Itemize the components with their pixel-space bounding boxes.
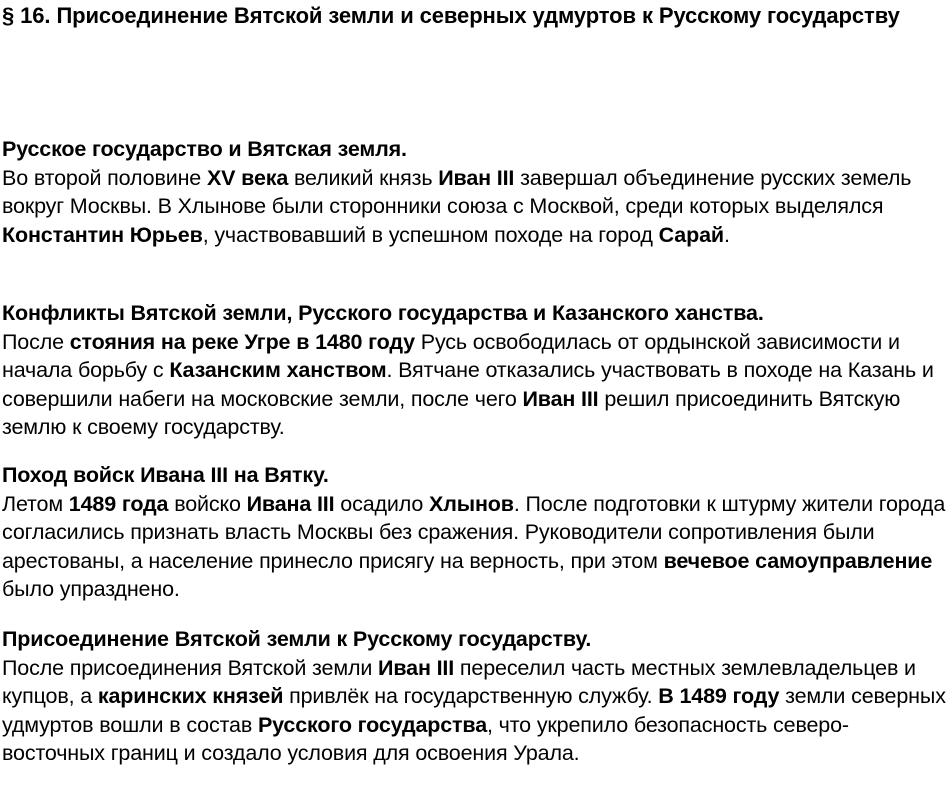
bold-term: Иван III	[438, 165, 515, 190]
section-body	[2, 654, 950, 768]
bold-term: вечевое самоуправление	[663, 548, 933, 573]
bold-term: Иван III	[378, 655, 455, 680]
section-body	[2, 164, 950, 250]
bold-term: В 1489 году	[658, 684, 780, 708]
section-campaign-to-vyatka	[2, 461, 950, 604]
bold-term: XV века	[206, 165, 289, 190]
bold-term: Иван III	[522, 386, 599, 411]
text-run: .	[723, 222, 730, 247]
section-conflicts	[2, 299, 950, 442]
section-heading: Русское государство и Вятская земля.	[2, 137, 407, 161]
text-run: . После подготовки к штурму жители города согласились признать власть Москвы без сражения. Руководители сопротивления были арестованы, а население принесло присягу на верность, при этом	[2, 491, 946, 573]
text-run: переселил часть местных землевладельцев и купцов, а	[2, 655, 916, 708]
section-body	[2, 490, 950, 604]
text-run: , участвовавший в успешном походе на город	[202, 222, 659, 247]
text-run: Летом	[2, 491, 69, 516]
section-russian-state-and-vyatka	[2, 135, 950, 249]
text-run: было упразднено.	[2, 577, 180, 601]
text-run: После	[2, 329, 70, 354]
text-run: войско	[168, 491, 247, 516]
document	[2, 2, 950, 765]
page-title: § 16. Присоединение Вятской земли и северных удмуртов к Русскому государству	[2, 3, 900, 28]
text-run: земли северных удмуртов вошли в состав	[2, 684, 946, 737]
bold-term: Казанским ханством	[169, 358, 387, 382]
bold-term: Сарай	[658, 222, 724, 247]
text-run: . Вятчане отказались участвовать в походе на Казань и совершили набеги на московские земли, после чего	[2, 358, 934, 411]
text-run: Русь освободилась от ордынской зависимости и начала борьбу с	[2, 329, 900, 382]
text-run: привлёк на государственную службу.	[283, 684, 659, 708]
text-run: великий князь	[288, 165, 439, 190]
text-run: , что укрепило безопасность северо-восточных границ и создало условия для освоения Урала.	[2, 712, 849, 765]
bold-term: стояния на реке Угре в 1480 году	[69, 329, 415, 354]
bold-term: Константин Юрьев	[2, 222, 203, 247]
section-heading: Присоединение Вятской земли к Русскому государству.	[2, 627, 592, 651]
text-run: Во второй половине	[2, 165, 207, 190]
bold-term: 1489 года	[68, 491, 169, 516]
text-run: завершал объединение русских земель вокруг Москвы. В Хлынове были сторонники союза с Москвой, среди которых выделялся	[2, 165, 912, 218]
bold-term: Хлынов	[429, 491, 514, 516]
text-run: решил присоединить Вятскую землю к своему государству.	[2, 386, 901, 439]
section-body	[2, 328, 950, 442]
text-run: После присоединения Вятской земли	[2, 655, 379, 680]
section-heading: Конфликты Вятской земли, Русского государства и Казанского ханства.	[2, 301, 764, 325]
bold-term: Ивана III	[246, 491, 335, 516]
text-run: осадило	[334, 491, 430, 516]
section-annexation	[2, 625, 950, 768]
section-heading: Поход войск Ивана III на Вятку.	[2, 463, 329, 487]
bold-term: Русского государства	[257, 712, 488, 737]
bold-term: каринских князей	[97, 684, 284, 708]
